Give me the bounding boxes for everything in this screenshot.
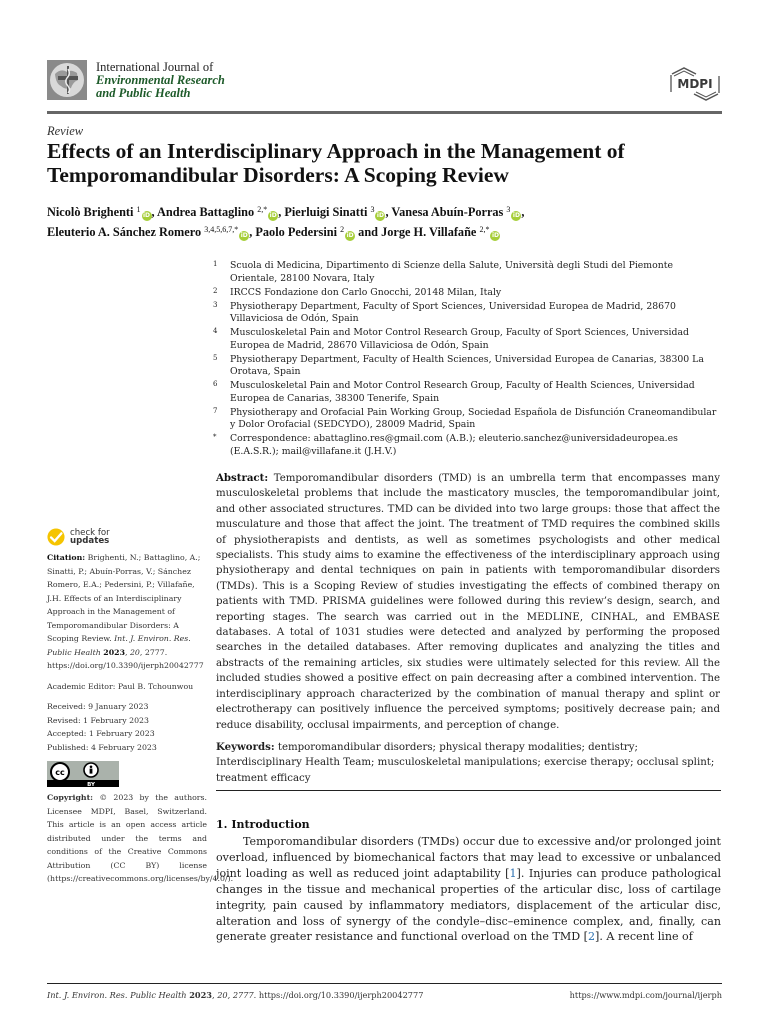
affiliation-text: Physiotherapy and Orofacial Pain Working Group, Sociedad Española de Disfunción Craneomandibular y Dolor Orofacial (SEDCYDO), 28009 Madrid, Spain: [230, 406, 717, 430]
author-name[interactable]: Andrea Battaglino: [156, 205, 255, 219]
author-name[interactable]: Pierluigi Sinatti: [284, 205, 368, 219]
affiliation-number: 4: [213, 327, 218, 335]
citation-ref-link[interactable]: 2: [587, 930, 596, 944]
footer-volume-pages: 20, 2777.: [217, 990, 257, 1000]
author-affiliation-sup: 3: [370, 205, 375, 214]
intro-text-part3: ]. A recent line of: [595, 930, 693, 944]
affiliation-item: [213, 327, 723, 352]
affiliation-item: [213, 260, 723, 285]
author-list: Nicolò Brighenti $^1$iD, Andrea Battaglino $^{2,*}$iD, Pierluigi Sinatti $^3$iD, Vanesa Abuín-Porras $^3$iD, Eleuterio A. Sánchez Romero $^{3,4,5,6,7,*}$iD, Paolo Pedersini $^2$iD and Jorge H. Villafañe $^{2,*}$iD: [47, 205, 525, 239]
journal-name-line1: International Journal of: [96, 60, 214, 74]
keywords: [216, 740, 720, 786]
svg-text:BY: BY: [87, 782, 95, 787]
svg-text:MDPI: MDPI: [677, 77, 713, 91]
check-for-updates-button[interactable]: [47, 527, 207, 547]
journal-name-line2: Environmental Research: [96, 73, 225, 87]
footer-divider: [47, 983, 722, 984]
author-affiliation-sup: 3: [506, 205, 511, 214]
citation-block: Citation: Brighenti, N.; Battaglino, A.; Sinatti, P.; Abuín-Porras, V.; Sánchez Romero, E.A.; Pedersini, P.; Villafañe, J.H. Effects of an Interdisciplinary Approach in the Management of Temporomandibular Disorders: A Scoping Review. Int. J. Environ. Res. Public Health 2023, 20, 2777. https://doi.org/10.3390/ijerph20042777: [47, 553, 204, 670]
affiliation-number: 7: [213, 406, 218, 415]
author-affiliation-sup: 2,*: [257, 205, 268, 214]
affiliation-item: [213, 380, 723, 405]
affiliation-text: Physiotherapy Department, Faculty of Health Sciences, Universidad Europea de Canarias, 38300 La Orotava, Spain: [230, 353, 704, 377]
citation-ref-link[interactable]: 1: [509, 866, 517, 880]
orcid-icon[interactable]: iD: [376, 212, 384, 219]
orcid-icon[interactable]: iD: [512, 212, 520, 219]
correspondence-item: [213, 433, 723, 458]
author-affiliation-sup: 3,4,5,6,7,*: [204, 225, 239, 234]
orcid-icon[interactable]: iD: [269, 212, 277, 219]
journal-globe-logo-icon: [47, 60, 87, 100]
keywords-label: Keywords:: [216, 741, 275, 753]
correspondence-text[interactable]: Correspondence: abattaglino.res@gmail.com (A.B.); eleuterio.sanchez@universidadeuropea.es (E.A.S.R.); mail@villafane.it (J.H.V.): [230, 433, 678, 457]
mdpi-logo-icon: [668, 66, 722, 102]
footer-year: 2023: [189, 990, 212, 1000]
affiliation-text: IRCCS Fondazione don Carlo Gnocchi, 20148 Milan, Italy: [230, 286, 502, 298]
citation-label: Citation:: [47, 553, 86, 562]
footer-journal-url[interactable]: https://www.mdpi.com/journal/ijerph: [569, 990, 722, 1000]
footer-journal: Int. J. Environ. Res. Public Health: [47, 990, 187, 1000]
author-name[interactable]: Nicolò Brighenti: [47, 205, 134, 219]
affiliation-number: 6: [213, 380, 218, 388]
affiliation-text: Scuola di Medicina, Dipartimento di Scienze della Salute, Università degli Studi del Piemonte Orientale, 28100 Novara, Italy: [230, 260, 673, 284]
copyright-notice: [47, 791, 234, 886]
journal-header: [47, 60, 722, 115]
citation-doi-link[interactable]: 2777. https://doi.org/10.3390/ijerph20042777: [47, 647, 204, 670]
introduction-paragraph: [216, 834, 721, 945]
check-updates-line1: check for: [70, 527, 110, 538]
intro-text-part2: ]. Injuries can produce pathological changes in the tissue and mechanical properties of the articular disc, loss of cartilage integrity, pain caused by inflammatory mediators, displacement of the articular disc, alteration and loss of synergy of the condyle–disc–eminence complex, and, finally, can generate greater resistance and functional overload on the TMD [: [216, 866, 721, 944]
published-date: Published: 4 February 2023: [47, 742, 157, 752]
citation-volume: 20: [129, 647, 140, 657]
accepted-date: Accepted: 1 February 2023: [47, 729, 155, 738]
author-name[interactable]: Vanesa Abuín-Porras: [391, 205, 504, 219]
affiliation-number: 1: [213, 260, 218, 268]
affiliation-text: Musculoskeletal Pain and Motor Control Research Group, Faculty of Health Sciences, Universidad Europea de Canarias, 38300 Tenerife, Spain: [230, 380, 695, 404]
affiliations-list: [213, 260, 723, 460]
journal-name-line3: and Public Health: [96, 86, 191, 100]
copyright-text: © 2023 by the authors. Licensee MDPI, Basel, Switzerland. This article is an open access article distributed under the terms and conditions of the Creative Commons Attribution (CC BY) license (https://creativecommons.org/licenses/by/4.0/).: [47, 793, 234, 883]
revised-date: Revised: 1 February 2023: [47, 715, 149, 725]
abstract: [216, 471, 720, 733]
citation-text: Brighenti, N.; Battaglino, A.; Sinatti, P.; Abuín-Porras, V.; Sánchez Romero, E.A.; Pedersini, P.; Villafañe, J.H. Effects of an Interdisciplinary Approach in the Management of Temporomandibular Disorders: A Scoping Review.: [47, 553, 201, 643]
article-info-sidebar: [47, 527, 234, 886]
footer-citation: Int. J. Environ. Res. Public Health 2023, 20, 2777. https://doi.org/10.3390/ijerph20042777: [47, 990, 424, 1000]
author-affiliation-sup: 2: [340, 225, 345, 234]
section-divider: [216, 790, 721, 791]
received-date: Received: 9 January 2023: [47, 702, 149, 711]
affiliation-item: [213, 287, 723, 300]
affiliation-number: 5: [213, 353, 218, 362]
orcid-icon[interactable]: iD: [491, 232, 499, 239]
affiliation-number: 3: [213, 300, 218, 309]
author-name[interactable]: Jorge H. Villafañe: [381, 225, 477, 239]
check-updates-line2: updates: [70, 536, 110, 546]
affiliation-number: 2: [213, 286, 218, 295]
checkmark-badge-icon: [47, 528, 65, 546]
author-affiliation-sup: 1: [136, 205, 141, 214]
abstract-text: Temporomandibular disorders (TMD) is an umbrella term that encompasses many musculoskeletal problems that include the masticatory muscles, the temporomandibular joint, and other associated structures. TMD can be divided into two large groups: those that affect the musculature and those that affect the joint. The treatment of TMD requires the combined skills of physiotherapists and dentists, as well as sometimes psychologists and other medical specialists. This study aims to examine the effectiveness of the interdisciplinary approach using physiotherapy and dental techniques on pain in patients with temporomandibular disorders (TMDs). This is a Scoping Review of studies investigating the effects of combined therapy on patients with TMD. PRISMA guidelines were followed during this review’s design, search, and reporting stages. The search was carried out in the MEDLINE, CINHAL, and EMBASE databases. A total of 1031 studies were detected and analyzed by performing the proposed searches in the detailed databases. After removing duplicates and analyzing the titles and abstracts of the remaining articles, six studies were ultimately selected for this review. All the included studies showed a positive effect on pain decreasing after a combined intervention. The interdisciplinary approach characterized by the combination of manual therapy and splint or electrotherapy can positively influence the perceived symptoms; positively decrease pain; and reduce disability, occlusal impairments, and perception of change.: [216, 473, 720, 731]
abstract-label: Abstract:: [216, 472, 269, 484]
section-heading-introduction: 1. Introduction: [216, 818, 310, 831]
svg-text:cc: cc: [55, 768, 65, 777]
affiliation-item: [213, 301, 723, 326]
copyright-label: Copyright:: [47, 793, 94, 802]
header-divider: [47, 111, 722, 114]
author-affiliation-sup: 2,*: [479, 225, 490, 234]
affiliation-number: *: [213, 433, 217, 441]
affiliation-text: Musculoskeletal Pain and Motor Control Research Group, Faculty of Sport Sciences, Universidad Europea de Madrid, 28670 Villaviciosa de Odón, Spain: [230, 327, 689, 351]
orcid-icon[interactable]: iD: [346, 232, 354, 239]
journal-name: [96, 61, 225, 100]
cc-by-license-icon[interactable]: [47, 761, 119, 787]
citation-year: 2023: [103, 647, 125, 657]
orcid-icon[interactable]: iD: [240, 232, 248, 239]
intro-text-part1: Temporomandibular disorders (TMDs) occur due to excessive and/or prolonged joint overload, influenced by biomechanical factors that may lead to excessive or unbalanced joint loading as well as reduced joint adaptability [: [216, 835, 721, 880]
affiliation-item: [213, 407, 723, 432]
article-type-label: Review: [47, 124, 84, 138]
keywords-text: temporomandibular disorders; physical therapy modalities; dentistry; Interdisciplinary Health Team; musculoskeletal manipulations; exercise therapy; occlusal splint; treatment efficacy: [216, 742, 715, 784]
author-name[interactable]: Paolo Pedersini: [255, 225, 338, 239]
orcid-icon[interactable]: iD: [142, 212, 151, 219]
affiliation-item: [213, 354, 723, 379]
author-name[interactable]: Eleuterio A. Sánchez Romero: [47, 225, 202, 239]
academic-editor: Academic Editor: Paul B. Tchounwou: [47, 681, 194, 691]
footer-doi-link[interactable]: https://doi.org/10.3390/ijerph20042777: [258, 990, 424, 1000]
citation-journal: Int. J. Environ. Res. Public Health: [47, 634, 191, 657]
article-title: Effects of an Interdisciplinary Approach in the Management of Temporomandibular Disorders: A Scoping Review: [47, 139, 625, 187]
affiliation-text: Physiotherapy Department, Faculty of Sport Sciences, Universidad Europea de Madrid, 28670 Villaviciosa de Odón, Spain: [230, 300, 676, 324]
publication-dates: [47, 700, 207, 754]
